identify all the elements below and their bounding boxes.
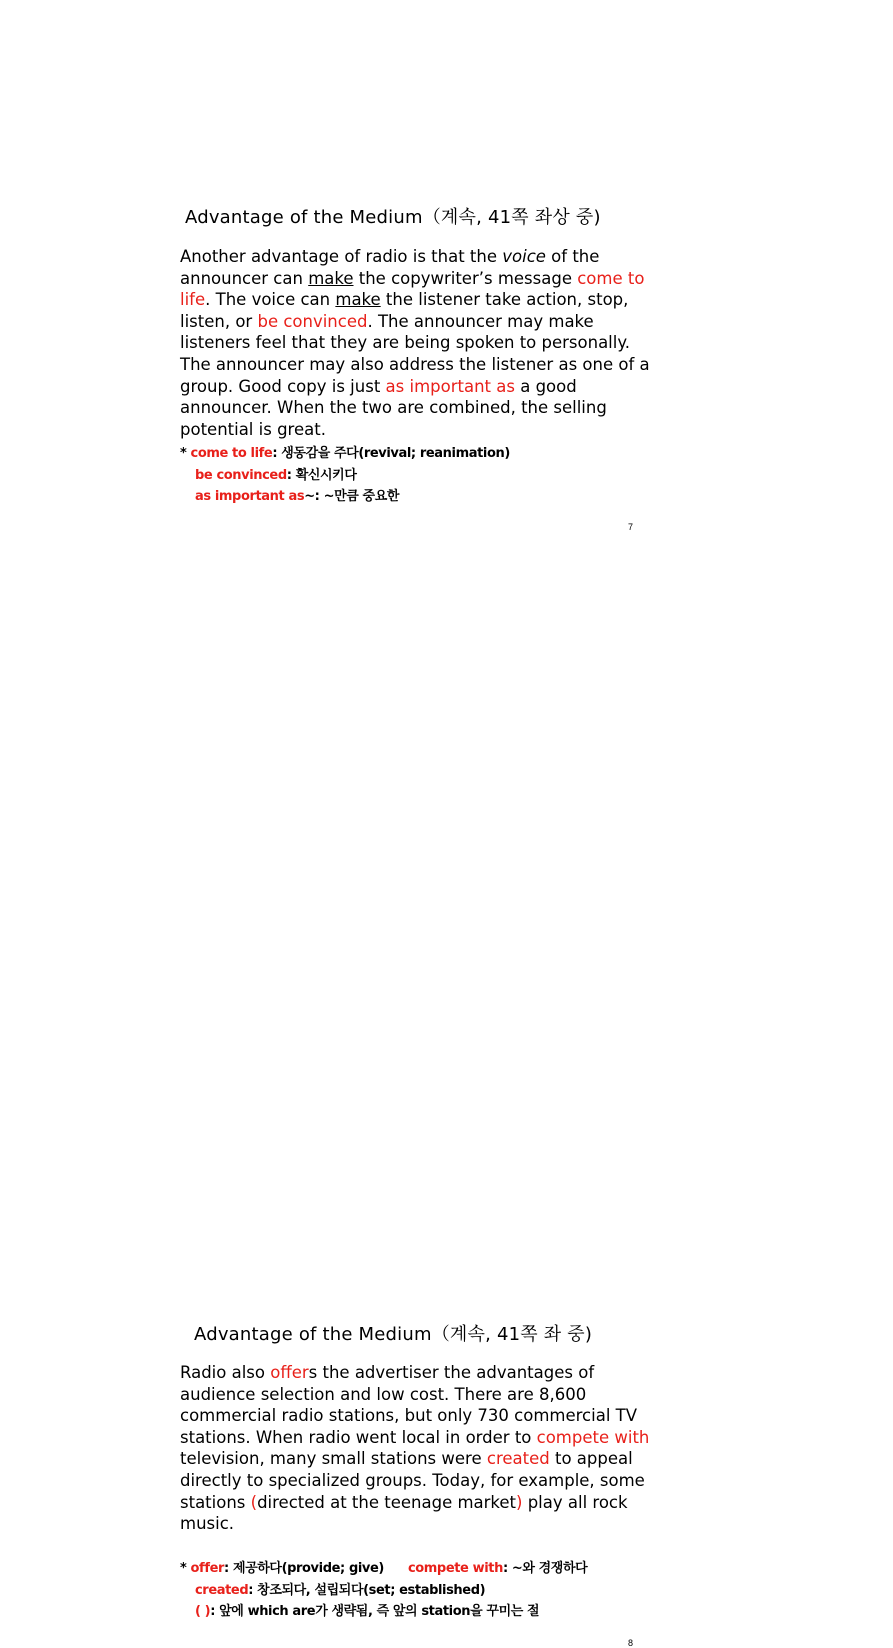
text-run: Another advantage of radio is that the — [180, 247, 503, 266]
text-run: play all rock music. — [180, 1492, 628, 1534]
text-run: television, many small stations were — [180, 1449, 487, 1469]
text-run: : 창조되다, 설립되다(set; established) — [248, 1582, 486, 1598]
note-line — [180, 486, 510, 508]
slide-8 — [0, 640, 893, 1648]
note-line — [180, 465, 510, 487]
text-run: the listener take action, stop, listen, or — [180, 290, 629, 331]
highlighted-phrase: created — [486, 1449, 550, 1469]
text-run: to appeal directly to specialized groups. Today, for example, some stations — [180, 1449, 645, 1512]
text-run: directed at the teenage market — [257, 1492, 517, 1512]
text-run: voice — [502, 247, 546, 266]
page-number: 8 — [628, 1638, 634, 1648]
text-run: * — [180, 1561, 191, 1576]
text-run: make — [335, 290, 381, 310]
text-run: a good announcer. When the two are combined, the selling potential is great. — [180, 376, 607, 439]
text-run: : ~와 경쟁하다 — [502, 1561, 588, 1576]
slide-7 — [0, 0, 893, 560]
note-line — [180, 443, 510, 465]
text-run: : 앞에 which are가 생략됨, 즉 앞의 station을 꾸미는 절 — [210, 1604, 540, 1619]
highlighted-phrase: ( — [250, 1492, 258, 1512]
note-line — [180, 1580, 587, 1602]
text-run: Radio also — [180, 1363, 271, 1382]
body-paragraph — [180, 246, 650, 440]
highlighted-phrase: be convinced — [257, 311, 368, 331]
text-run: : 생동감을 주다(revival; reanimation) — [272, 446, 510, 461]
text-run: . The voice can — [205, 290, 336, 310]
highlighted-phrase: compete with — [536, 1427, 650, 1447]
text-run: make — [308, 268, 354, 288]
slide-title: Advantage of the Medium（계속, 41쪽 좌상 중) — [185, 206, 601, 228]
vocabulary-notes — [180, 1558, 587, 1623]
text-run: : 제공하다(provide; give) — [224, 1561, 384, 1576]
highlighted-phrase: offer — [270, 1363, 309, 1382]
text-run: . The announcer may make listeners feel that they are being spoken to personally. The announcer may also address the listener as one of a group. Good copy is just — [180, 311, 650, 396]
highlighted-phrase: as important as — [385, 376, 515, 396]
highlighted-phrase: as important as — [195, 489, 305, 504]
highlighted-phrase: come to life — [190, 446, 273, 461]
text-run: the copywriter’s message — [353, 268, 578, 288]
vocabulary-notes — [180, 443, 510, 508]
page-number: 7 — [628, 522, 634, 532]
note-line — [180, 1601, 587, 1623]
highlighted-phrase: ) — [516, 1492, 523, 1512]
highlighted-phrase: created — [195, 1582, 249, 1598]
slide-title: Advantage of the Medium（계속, 41쪽 좌 중) — [194, 1323, 593, 1345]
text-run: s the advertiser the advantages of audience selection and low cost. There are 8,600 commercial radio stations, but only 730 commercial TV stations. When radio went local in order to — [180, 1363, 638, 1447]
note-line — [180, 1558, 587, 1580]
text-run: * — [180, 446, 191, 461]
highlighted-phrase: come to life — [180, 268, 645, 310]
text-run: of the announcer can — [180, 247, 600, 288]
highlighted-phrase: compete with — [407, 1561, 503, 1576]
highlighted-phrase: ( ) — [195, 1604, 211, 1619]
text-run: ~: ~만큼 중요한 — [304, 489, 400, 504]
highlighted-phrase: offer — [190, 1561, 225, 1576]
highlighted-phrase: be convinced — [195, 467, 287, 483]
body-paragraph — [180, 1362, 650, 1535]
text-run: : 확신시키다 — [286, 467, 357, 483]
